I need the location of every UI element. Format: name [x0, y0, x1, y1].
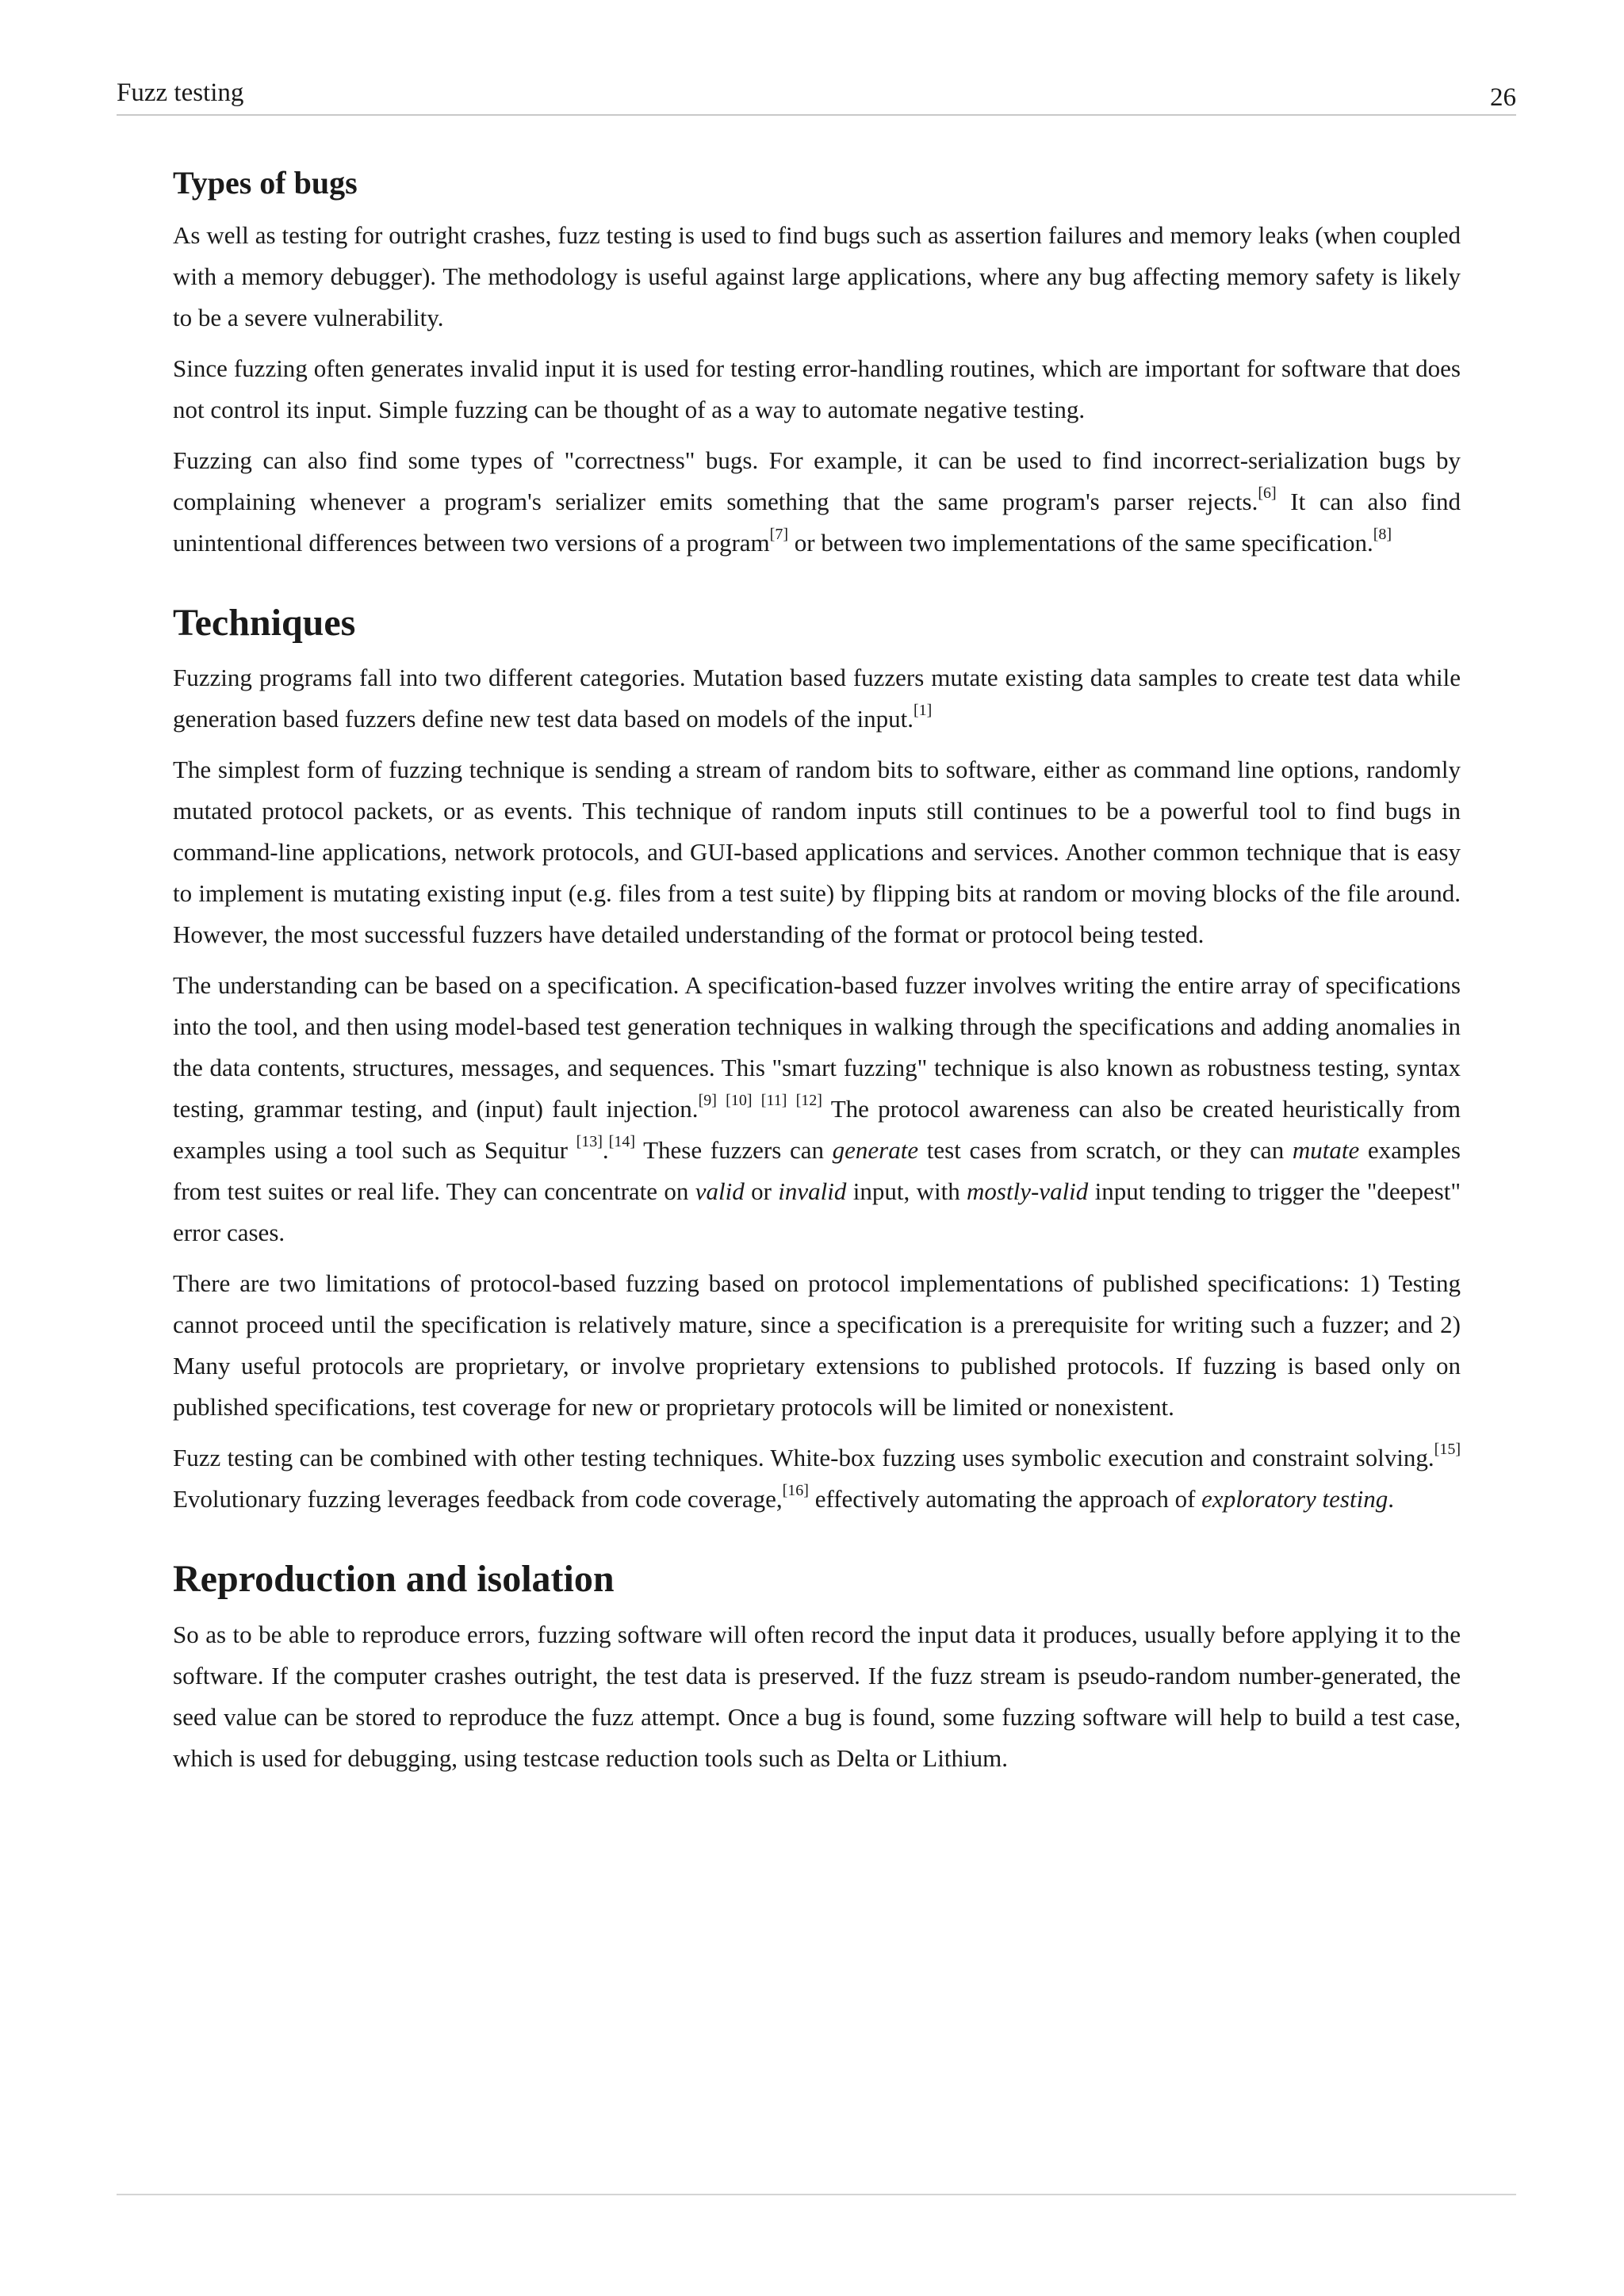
text-run: . — [602, 1136, 609, 1165]
citation-12[interactable]: [12] — [795, 1092, 822, 1110]
citation-10[interactable]: [10] — [726, 1092, 753, 1110]
heading-reproduction-and-isolation: Reproduction and isolation — [173, 1558, 615, 1601]
citation-13[interactable]: [13] — [576, 1133, 603, 1151]
running-title: Fuzz testing — [117, 78, 244, 107]
emphasis-valid: valid — [695, 1177, 745, 1206]
article-body — [173, 163, 1461, 1789]
text-run: input tending to trigger the "deepest" error cases. — [173, 1177, 1461, 1247]
techniques-paragraph-3 — [173, 965, 1461, 1253]
techniques-paragraph-4: There are two limitations of protocol-based fuzzing based on protocol implementations of published specifications: 1) Testing cannot proceed until the specification is relatively mature, since a specification is a prerequisite for writing such a fuzzer; and 2) Many useful protocols are proprietary, or involve proprietary extensions to published protocols. If fuzzing is based only on published specifications, test coverage for new or proprietary protocols will be limited or nonexistent. — [173, 1269, 1461, 1422]
heading-techniques: Techniques — [173, 602, 356, 644]
techniques-paragraph-5 — [173, 1437, 1461, 1520]
text-run: The understanding can be based on a specification. A specification-based fuzzer involves writing the entire array of specifications into the tool, and then using model-based test generation techniques in walking through the specifications and adding anomalies in the data contents, structures, messages, and sequences. This "smart fuzzing" technique is also known as robustness testing, syntax testing, grammar testing, and (input) fault injection. — [173, 971, 1461, 1123]
text-run: effectively automating the approach of — [808, 1485, 1202, 1513]
types-of-bugs-paragraph-1: As well as testing for outright crashes, fuzz testing is used to find bugs such as assertion failures and memory leaks (when coupled with a memory debugger). The methodology is useful against large applications, where any bug affecting memory safety is likely to be a severe vulnerability. — [173, 221, 1461, 331]
citation-16[interactable]: [16] — [782, 1482, 809, 1500]
types-of-bugs-paragraph-3 — [173, 440, 1461, 564]
citation-6[interactable]: [6] — [1258, 484, 1277, 502]
citation-7[interactable]: [7] — [769, 526, 788, 543]
page-number: 26 — [1490, 83, 1516, 112]
text-run: These fuzzers can — [635, 1136, 833, 1165]
citation-15[interactable]: [15] — [1434, 1441, 1461, 1459]
emphasis-mostly-valid: mostly-valid — [967, 1177, 1089, 1206]
text-run: or between two implementations of the same specification. — [788, 529, 1373, 557]
heading-types-of-bugs: Types of bugs — [173, 165, 358, 201]
emphasis-exploratory-testing: exploratory testing — [1201, 1485, 1388, 1513]
text-run: or — [744, 1177, 779, 1206]
text-run: The protocol awareness can also be created heuristically from examples using a tool such as Sequitur — [173, 1095, 1461, 1165]
text-run: test cases from scratch, or they can — [918, 1136, 1293, 1165]
citation-1[interactable]: [1] — [913, 702, 933, 720]
emphasis-generate: generate — [832, 1136, 919, 1165]
text-run: . — [1388, 1485, 1394, 1513]
text-run: examples from test suites or real life. They can concentrate on — [173, 1136, 1461, 1206]
text-run: Fuzzing programs fall into two different categories. Mutation based fuzzers mutate existing data samples to create test data while generation based fuzzers define new test data based on models of the input. — [173, 664, 1461, 733]
text-run: input, with — [846, 1177, 967, 1206]
page-header — [117, 78, 1516, 116]
text-run: Fuzz testing can be combined with other testing techniques. White-box fuzzing uses symbolic execution and constraint solving. — [173, 1444, 1434, 1472]
reproduction-paragraph-1: So as to be able to reproduce errors, fuzzing software will often record the input data it produces, usually before applying it to the software. If the computer crashes outright, the test data is preserved. If the fuzz stream is pseudo-random number-generated, the seed value can be stored to reproduce the fuzz attempt. Once a bug is found, some fuzzing software will help to build a test case, which is used for debugging, using testcase reduction tools such as Delta or Lithium. — [173, 1620, 1461, 1772]
text-run: It can also find unintentional differences between two versions of a program — [173, 488, 1461, 557]
emphasis-mutate: mutate — [1292, 1136, 1360, 1165]
citation-8[interactable]: [8] — [1373, 526, 1392, 543]
types-of-bugs-paragraph-2: Since fuzzing often generates invalid input it is used for testing error-handling routines, which are important for software that does not control its input. Simple fuzzing can be thought of as a way to automate negative testing. — [173, 354, 1461, 423]
citation-11[interactable]: [11] — [760, 1092, 787, 1110]
text-run: Evolutionary fuzzing leverages feedback from code coverage, — [173, 1485, 783, 1513]
page-footer-rule — [117, 2194, 1516, 2195]
emphasis-invalid: invalid — [778, 1177, 847, 1206]
techniques-paragraph-1 — [173, 657, 1461, 740]
text-run: Fuzzing can also find some types of "correctness" bugs. For example, it can be used to find incorrect-serialization bugs by complaining whenever a program's serializer emits something that the same program's parser rejects. — [173, 446, 1461, 515]
techniques-paragraph-2: The simplest form of fuzzing technique is sending a stream of random bits to software, either as command line options, randomly mutated protocol packets, or as events. This technique of random inputs still continues to be a powerful tool to find bugs in command-line applications, network protocols, and GUI-based applications and services. Another common technique that is easy to implement is mutating existing input (e.g. files from a test suite) by flipping bits at random or moving blocks of the file around. However, the most successful fuzzers have detailed understanding of the format or protocol being tested. — [173, 756, 1461, 949]
citation-14[interactable]: [14] — [608, 1133, 635, 1151]
citation-9[interactable]: [9] — [698, 1092, 717, 1110]
